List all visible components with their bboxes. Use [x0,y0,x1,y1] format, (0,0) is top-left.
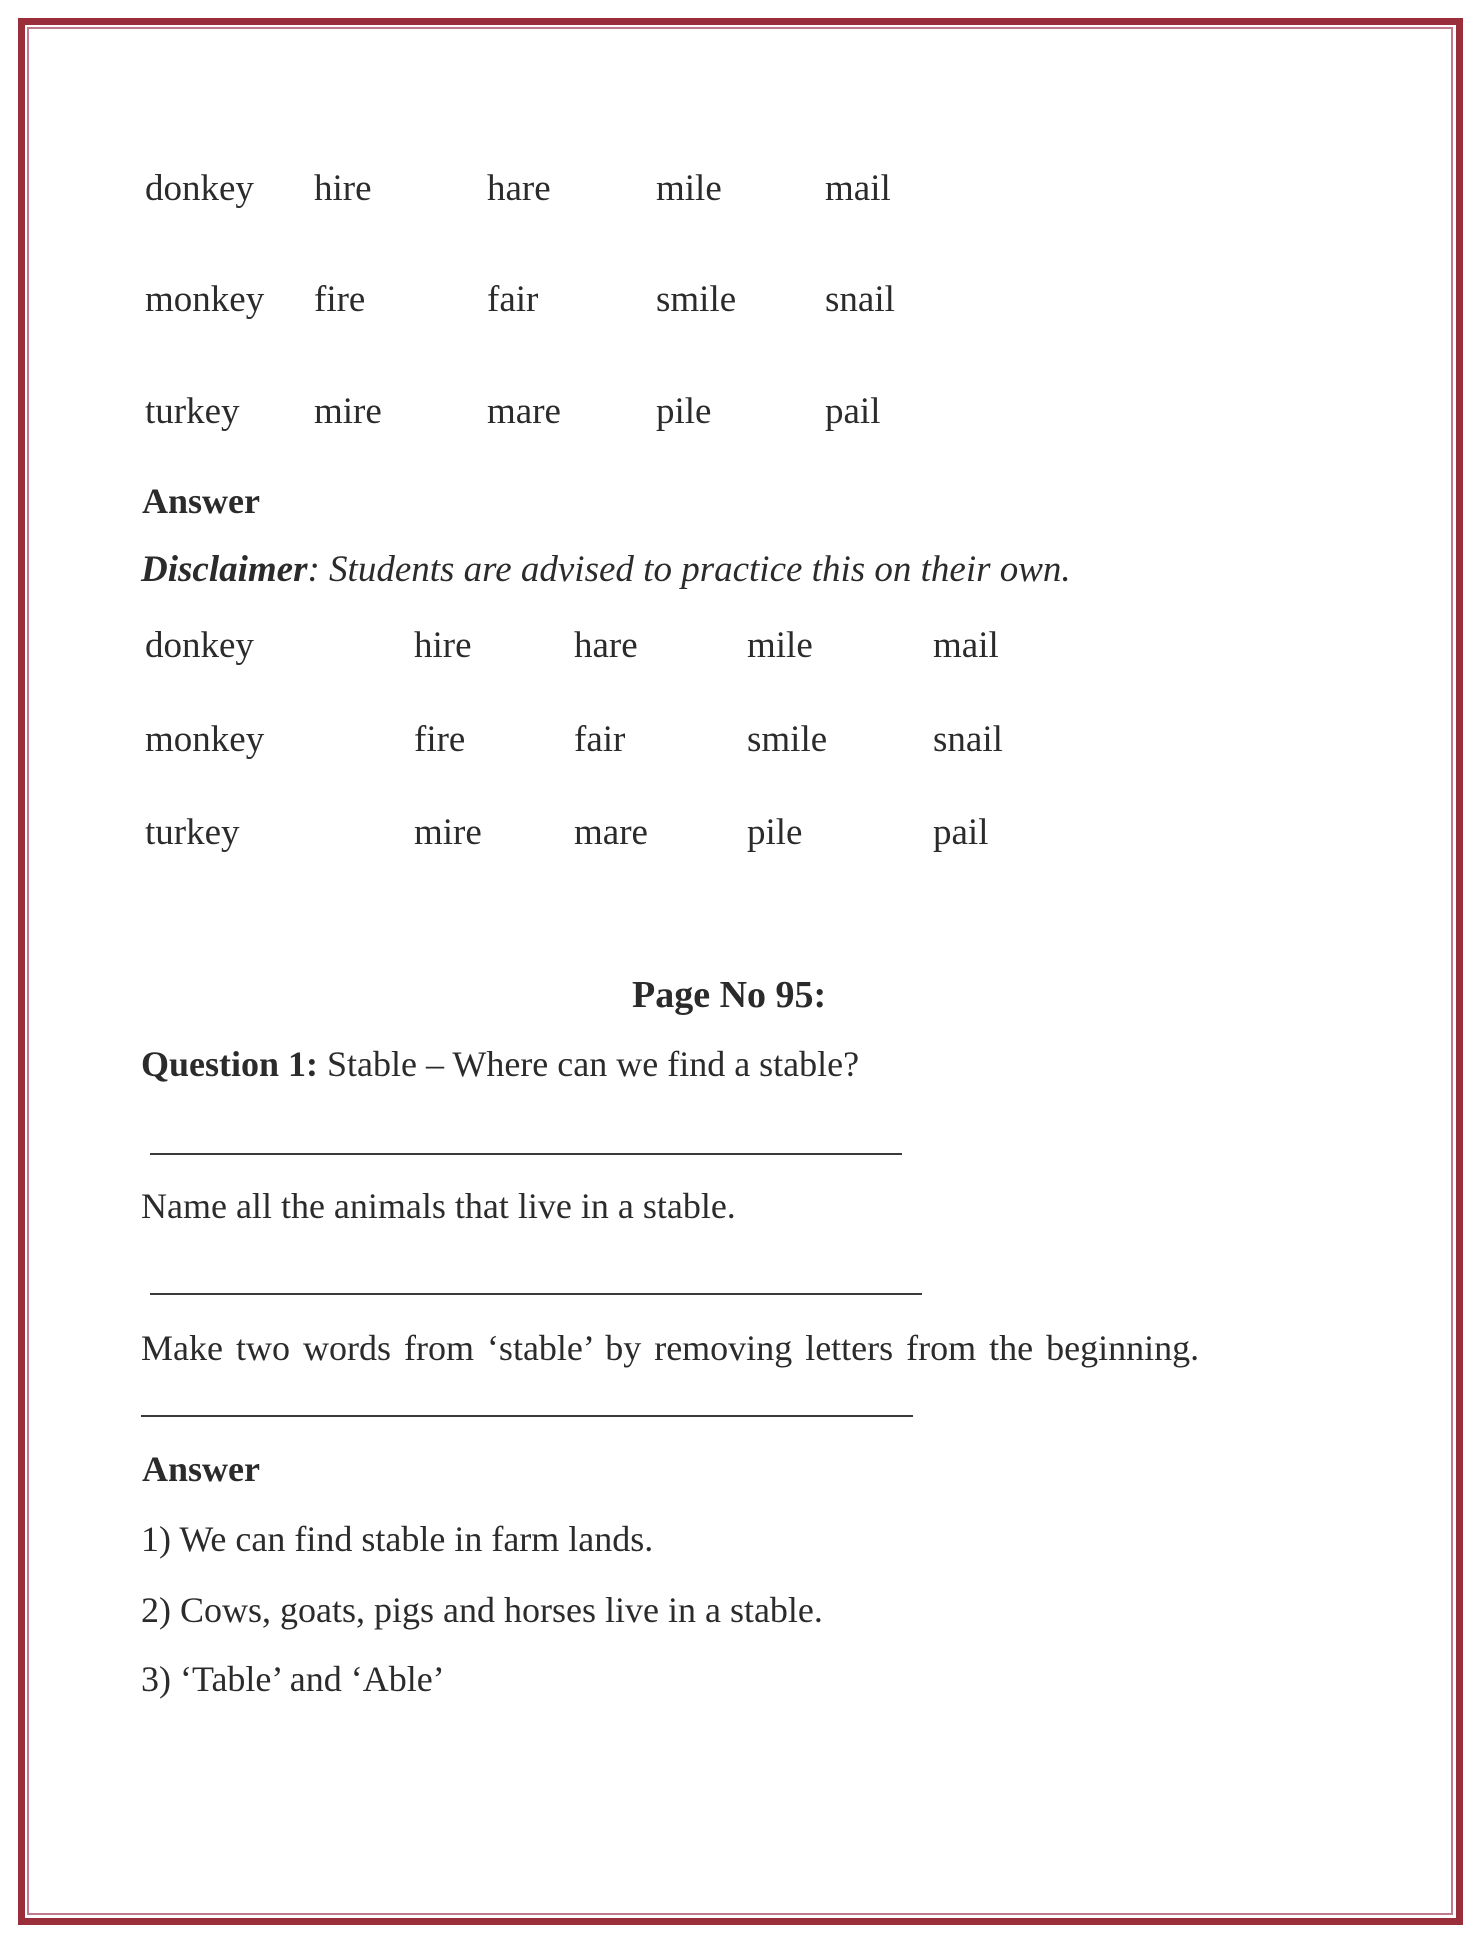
word-cell: smile [656,279,737,320]
word-cell: smile [747,719,828,760]
answer-blank-line [141,1415,913,1417]
word-cell: snail [825,279,895,320]
answer-blank-line [150,1293,922,1295]
word-cell: monkey [145,719,265,760]
sub-question-3: Make two words from ‘stable’ by removing letters from the beginning. [141,1328,1200,1368]
disclaimer-label: Disclaimer [141,549,308,590]
answer-item: 3) ‘Table’ and ‘Able’ [141,1659,445,1699]
word-cell: mire [414,812,482,853]
answer-heading: Answer [142,481,260,521]
question-text: Stable – Where can we find a stable? [318,1044,860,1084]
word-cell: pail [825,391,881,432]
word-cell: pail [933,812,989,853]
word-cell: mare [574,812,648,853]
page-heading: Page No 95: [632,974,827,1016]
word-cell: donkey [145,168,254,209]
word-cell: mare [487,391,561,432]
word-cell: monkey [145,279,265,320]
word-cell: hire [314,168,372,209]
answer-blank-line [150,1153,902,1155]
word-cell: mile [747,625,813,666]
word-cell: pile [747,812,803,853]
answer-heading: Answer [142,1449,260,1489]
answer-item: 2) Cows, goats, pigs and horses live in a stable. [141,1590,823,1630]
word-cell: hare [574,625,638,666]
word-cell: snail [933,719,1003,760]
word-cell: mile [656,168,722,209]
word-cell: mail [933,625,999,666]
word-cell: hire [414,625,472,666]
word-cell: fair [487,279,539,320]
word-cell: mire [314,391,382,432]
word-cell: fire [414,719,466,760]
answer-item: 1) We can find stable in farm lands. [141,1519,654,1559]
question-label: Question 1: [141,1044,319,1084]
word-cell: fair [574,719,626,760]
disclaimer [141,551,1071,588]
question-1 [141,1046,859,1082]
sub-question-2: Name all the animals that live in a stable. [141,1186,736,1226]
disclaimer-text: : Students are advised to practice this on their own. [307,549,1071,590]
word-cell: turkey [145,812,240,853]
word-cell: hare [487,168,551,209]
word-cell: pile [656,391,712,432]
word-cell: fire [314,279,366,320]
word-cell: donkey [145,625,254,666]
word-cell: mail [825,168,891,209]
word-cell: turkey [145,391,240,432]
